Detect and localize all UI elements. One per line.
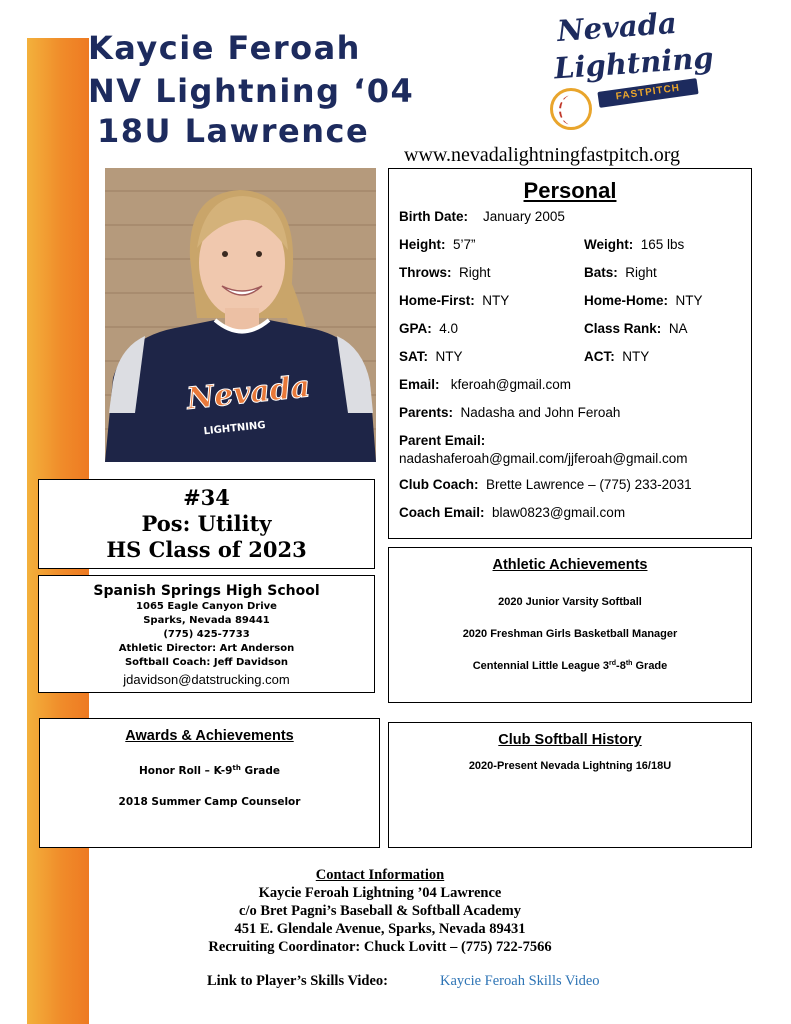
weight: Weight: 165 lbs [584, 237, 685, 252]
skills-video-link[interactable]: Kaycie Feroah Skills Video [440, 973, 600, 989]
school-phone: (775) 425-7733 [163, 629, 250, 640]
parents: Parents: Nadasha and John Feroah [399, 405, 621, 420]
contact-line: Recruiting Coordinator: Chuck Lovitt – (775) 722-7566 [208, 939, 552, 955]
logo-text-nevada: Nevada [555, 5, 678, 49]
parent-email-label: Parent Email: [399, 433, 486, 448]
club-title: Club Softball History [498, 732, 642, 748]
website-url[interactable]: www.nevadalightningfastpitch.org [404, 144, 681, 166]
throws: Throws: Right [399, 265, 491, 280]
award-item: 2018 Summer Camp Counselor [118, 796, 301, 808]
school-address-2: Sparks, Nevada 89441 [143, 615, 270, 626]
personal-title: Personal [523, 178, 617, 203]
gpa: GPA: 4.0 [399, 321, 459, 336]
athletic-director: Athletic Director: Art Anderson [118, 643, 295, 654]
act: ACT: NTY [584, 349, 650, 364]
coach-email: Coach Email: blaw0823@gmail.com [399, 505, 626, 520]
softball-icon [550, 88, 592, 130]
contact-title: Contact Information [315, 867, 445, 883]
height: Height: 5’7” [399, 237, 476, 252]
nevada-lightning-logo [540, 5, 715, 136]
athletic-item: Centennial Little League 3rd-8th Grade [472, 660, 668, 672]
award-item: Honor Roll – K-9th Grade [138, 764, 280, 777]
home-home: Home-Home: NTY [584, 293, 703, 308]
athletic-item: 2020 Junior Varsity Softball [498, 596, 642, 608]
club-item: 2020-Present Nevada Lightning 16/18U [468, 760, 672, 772]
logo-text-lightning: Lightning [553, 40, 715, 86]
player-email: Email: kferoah@gmail.com [399, 377, 572, 392]
video-label: Link to Player’s Skills Video: [207, 973, 388, 989]
jersey-subtext: LIGHTNING [203, 419, 267, 438]
player-position: Pos: Utility [141, 511, 272, 536]
awards-box [39, 718, 380, 848]
sat: SAT: NTY [399, 349, 463, 364]
parent-email-value[interactable]: nadashaferoah@gmail.com/jjferoah@gmail.com [399, 451, 688, 466]
personal-box [388, 168, 752, 539]
school-address-1: 1065 Eagle Canyon Drive [136, 601, 277, 612]
club-history-box [388, 722, 752, 848]
team-name: NV Lightning ‘04 [88, 72, 415, 110]
player-photo [105, 168, 376, 462]
awards-title: Awards & Achievements [125, 728, 294, 744]
class-rank: Class Rank: NA [584, 321, 688, 336]
contact-line: 451 E. Glendale Avenue, Sparks, Nevada 89431 [234, 921, 526, 937]
softball-coach: Softball Coach: Jeff Davidson [124, 657, 289, 668]
jersey-number: #34 [183, 485, 230, 510]
school-name: Spanish Springs High School [93, 583, 320, 599]
birth-date: Birth Date: January 2005 [399, 209, 565, 224]
logo-band-fastpitch: FASTPITCH [597, 78, 698, 108]
club-coach: Club Coach: Brette Lawrence – (775) 233-2031 [399, 477, 692, 492]
contact-line: c/o Bret Pagni’s Baseball & Softball Academy [239, 903, 521, 919]
jersey-text: Nevada [185, 369, 312, 417]
player-name: Kaycie Feroah [88, 29, 361, 67]
team-division: 18U Lawrence [97, 112, 370, 150]
high-school-box [38, 575, 375, 693]
school-coach-email[interactable]: jdavidson@datstrucking.com [123, 672, 290, 687]
home-first: Home-First: NTY [399, 293, 510, 308]
player-number-box [38, 479, 375, 569]
player-email-value[interactable]: kferoah@gmail.com [450, 377, 572, 392]
bats: Bats: Right [584, 265, 657, 280]
contact-information [200, 866, 560, 956]
contact-line: Kaycie Feroah Lightning ’04 Lawrence [258, 885, 502, 901]
athletic-title: Athletic Achievements [492, 557, 648, 573]
coach-email-value[interactable]: blaw0823@gmail.com [492, 505, 626, 520]
athletic-achievements-box [388, 547, 752, 703]
athletic-item: 2020 Freshman Girls Basketball Manager [462, 628, 678, 640]
hs-class: HS Class of 2023 [106, 537, 307, 562]
